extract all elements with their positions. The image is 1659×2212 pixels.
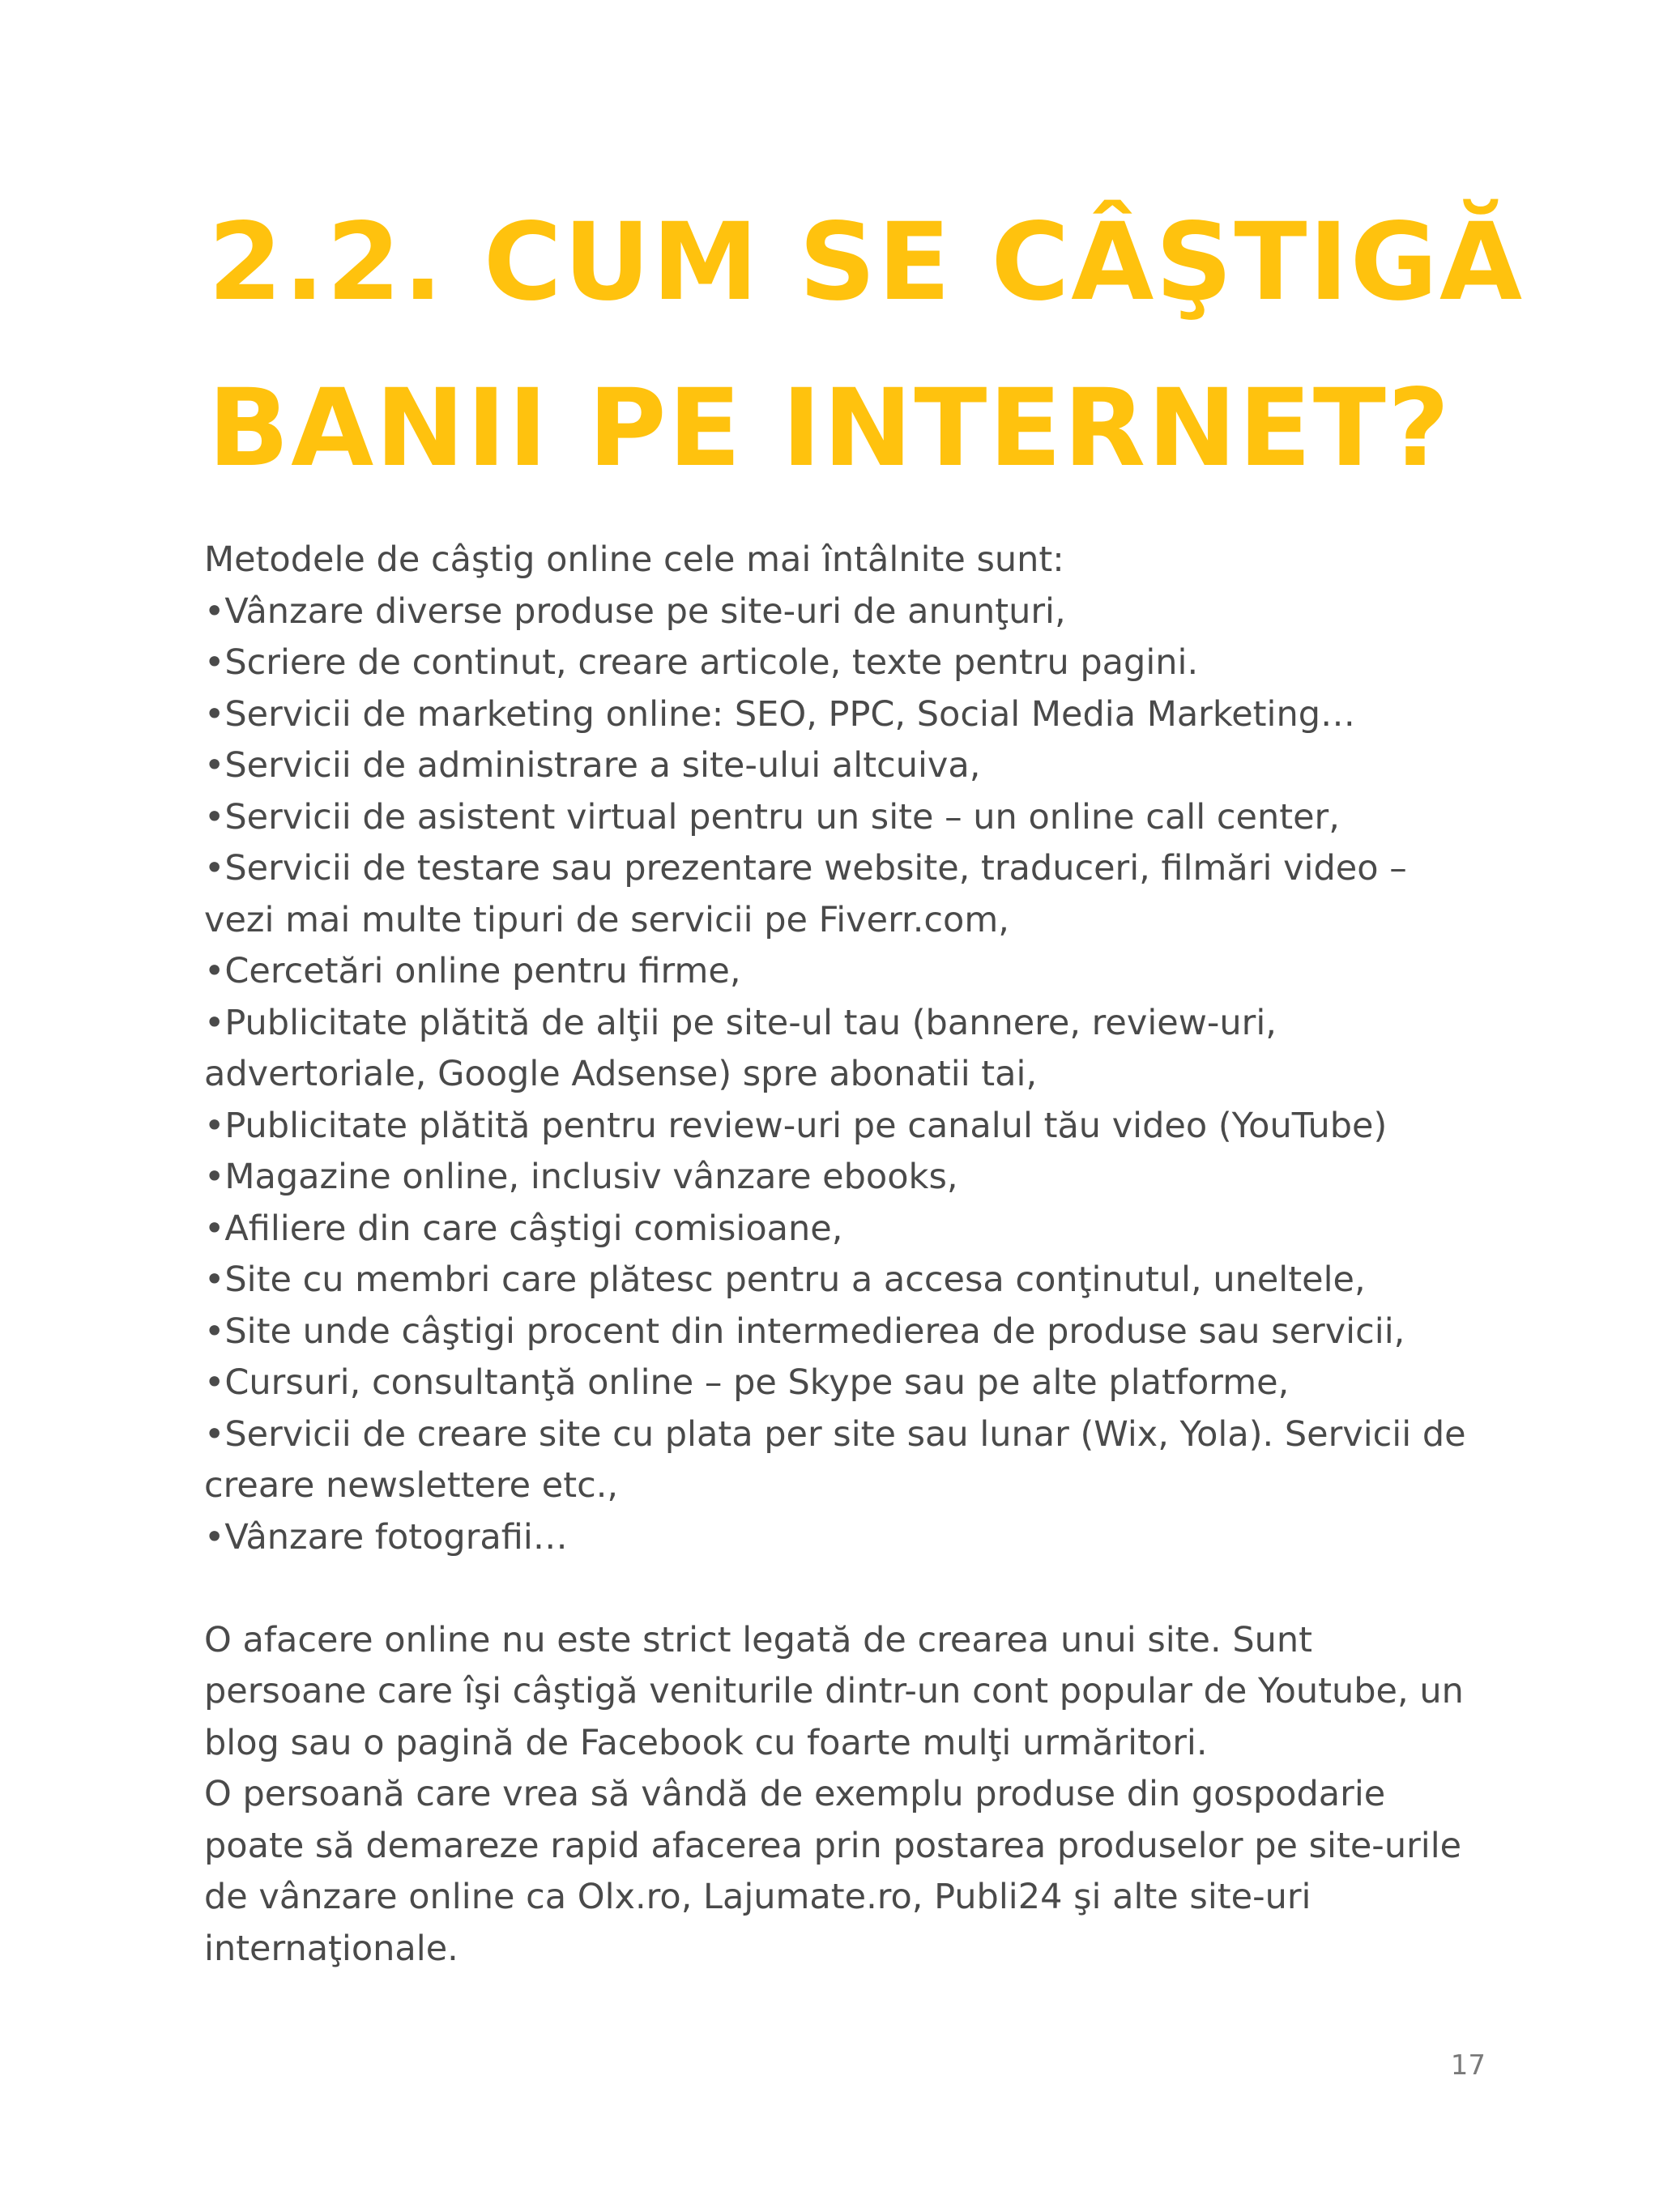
list-item: •Magazine online, inclusiv vânzare ebooks, [204, 1157, 958, 1197]
methods-list [204, 586, 1468, 1564]
list-item: •Servicii de administrare a site-ului altcuiva, [204, 745, 981, 786]
list-item: •Servicii de asistent virtual pentru un site – un online call center, [204, 796, 1340, 837]
page-title-line-2: BANII PE INTERNET? [207, 366, 1452, 491]
list-item: •Site cu membri care plătesc pentru a accesa conţinutul, uneltele, [204, 1259, 1366, 1300]
paragraph-spacer [204, 1563, 1468, 1615]
list-item: •Cercetări online pentru firme, [204, 951, 741, 991]
list-item: •Servicii de creare site cu plata per site sau lunar (Wix, Yola). Servicii de creare newslettere etc., [204, 1413, 1466, 1506]
list-item: •Publicitate plătită de alţii pe site-ul tau (bannere, review-uri, advertoriale, Google Adsense) spre abonatii tai, [204, 1002, 1277, 1094]
list-item: •Publicitate plătită pentru review-uri pe canalul tău video (YouTube) [204, 1105, 1388, 1146]
list-item: •Servicii de testare sau prezentare website, traduceri, filmări video – vezi mai multe tipuri de servicii pe Fiverr.com, [204, 848, 1407, 940]
list-item: •Cursuri, consultanţă online – pe Skype sau pe alte platforme, [204, 1362, 1290, 1403]
main-content [204, 535, 1468, 1975]
page-title [0, 180, 1659, 512]
list-item: •Vânzare fotografii… [204, 1516, 568, 1558]
list-item: •Vânzare diverse produse pe site-uri de anunţuri, [204, 590, 1066, 632]
list-item: •Afiliere din care câştigi comisioane, [204, 1208, 843, 1249]
list-item: •Servicii de marketing online: SEO, PPC, Social Media Marketing… [204, 693, 1356, 735]
paragraph-selling-example: O persoană care vrea să vândă de exemplu produse din gospodarie poate să demareze rapid afacerea prin postarea produselor pe site-urile de vânzare online ca Olx.ro, Lajumate.ro, Publi24 şi alte site-uri internaţionale. [204, 1774, 1462, 1969]
page-title-line-1: 2.2. CUM SE CÂŞTIGĂ [207, 200, 1525, 325]
list-item: •Site unde câştigi procent din intermedierea de produse sau servicii, [204, 1311, 1405, 1352]
intro-text: Metodele de câştig online cele mai întâlnite sunt: [204, 539, 1064, 580]
list-item: •Scriere de continut, creare articole, texte pentru pagini. [204, 642, 1199, 683]
paragraph-online-business: O afacere online nu este strict legată de crearea unui site. Sunt persoane care îşi câştigă veniturile dintr-un cont popular de Youtube, un blog sau o pagină de Facebook cu foarte mulţi urmăritori. [204, 1619, 1464, 1763]
page-number: 17 [1450, 2049, 1486, 2082]
